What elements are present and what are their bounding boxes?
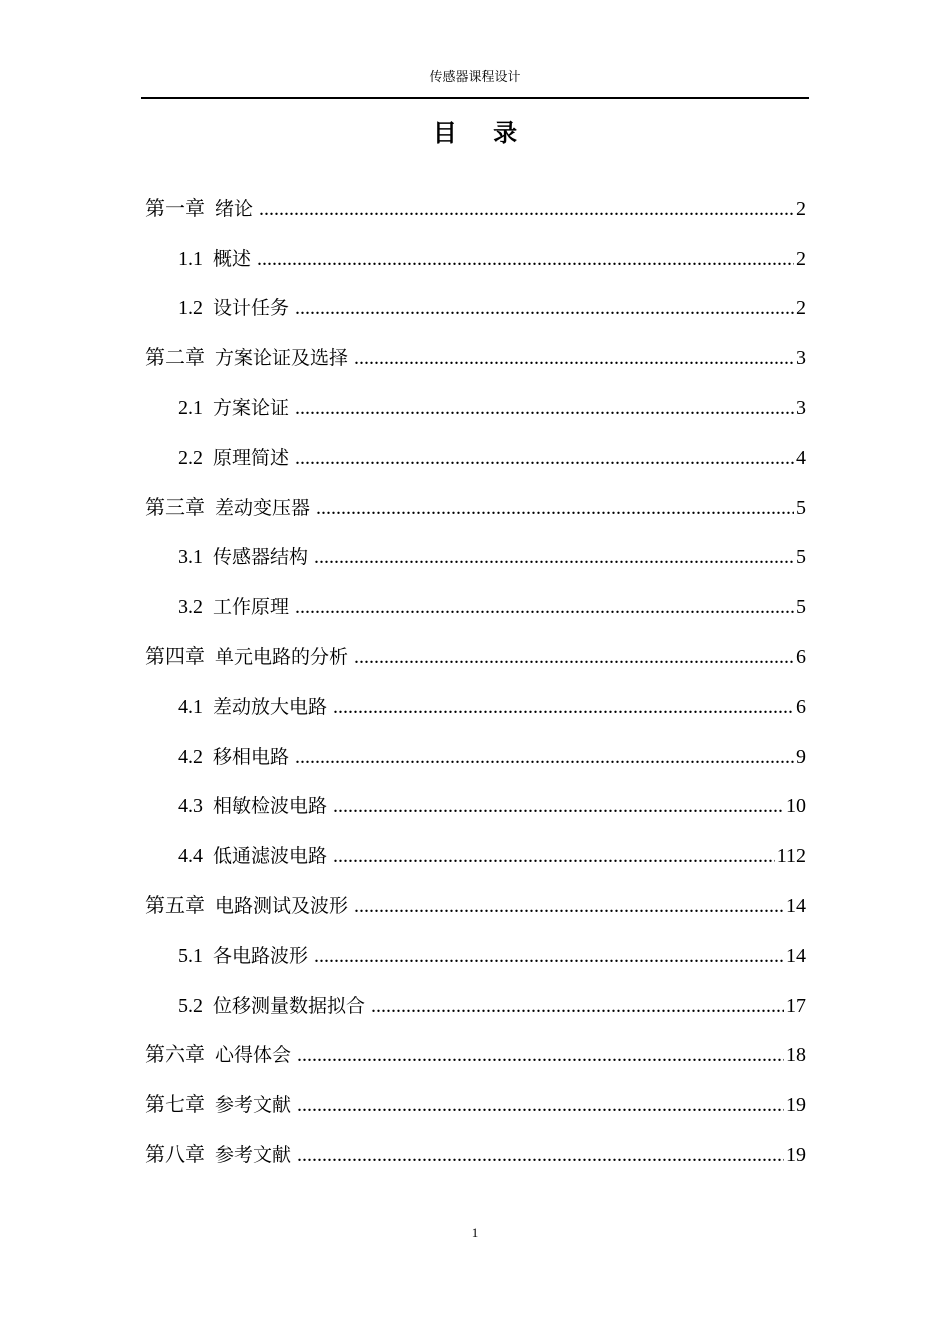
toc-entry-number: 3.1 xyxy=(178,546,203,569)
toc-entry-title: 参考文献 xyxy=(215,1144,292,1167)
toc-entry-number: 1.1 xyxy=(178,247,203,270)
toc-entry-title: 电路测试及波形 xyxy=(215,895,349,918)
toc-dot-leader xyxy=(295,290,794,326)
toc-dot-leader xyxy=(333,788,784,824)
toc-entry-title: 工作原理 xyxy=(213,596,290,619)
toc-entry-title: 移相电路 xyxy=(213,745,290,768)
toc-entry-page: 5 xyxy=(796,496,806,519)
toc-entry-number: 第四章 xyxy=(145,646,205,669)
toc-section-entry[interactable] xyxy=(145,433,806,483)
toc-dot-leader xyxy=(314,539,794,575)
toc-entry-number: 第六章 xyxy=(145,1044,205,1067)
toc-entry-title: 相敏检波电路 xyxy=(213,795,328,818)
toc-dot-leader xyxy=(316,490,794,526)
page-number: 1 xyxy=(471,1225,479,1240)
running-header: 传感器课程设计 xyxy=(429,70,521,85)
toc-entry-number: 第八章 xyxy=(145,1144,205,1167)
toc-section-entry[interactable] xyxy=(145,383,806,433)
toc-entry-title: 概述 xyxy=(213,247,252,270)
toc-entry-number: 2.2 xyxy=(178,446,203,469)
toc-entry-title: 单元电路的分析 xyxy=(215,646,349,669)
toc-entry-page: 9 xyxy=(796,745,806,768)
toc-dot-leader xyxy=(295,390,794,426)
toc-entry-page: 18 xyxy=(786,1044,806,1067)
toc-entry-page: 2 xyxy=(796,197,806,220)
toc-dot-leader xyxy=(295,589,794,625)
toc-entry-number: 第二章 xyxy=(145,347,205,370)
toc-dot-leader xyxy=(354,888,784,924)
toc-chapter-entry[interactable] xyxy=(145,632,806,682)
toc-section-entry[interactable] xyxy=(145,782,806,832)
toc-section-entry[interactable] xyxy=(145,981,806,1031)
toc-section-entry[interactable] xyxy=(145,682,806,732)
toc-entry-title: 低通滤波电路 xyxy=(213,845,328,868)
toc-entry-page: 19 xyxy=(786,1144,806,1167)
toc-entry-page: 14 xyxy=(786,944,806,967)
toc-entry-number: 4.4 xyxy=(178,845,203,868)
toc-entry-page: 6 xyxy=(796,646,806,669)
toc-entry-number: 3.2 xyxy=(178,596,203,619)
toc-title: 目 录 xyxy=(432,119,532,147)
toc-entry-number: 第三章 xyxy=(145,496,205,519)
toc-entry-page: 2 xyxy=(796,247,806,270)
toc-entry-title: 心得体会 xyxy=(215,1044,292,1067)
toc-entry-page: 10 xyxy=(786,795,806,818)
toc-entry-title: 差动放大电路 xyxy=(213,695,328,718)
toc-entry-title: 绪论 xyxy=(215,197,254,220)
table-of-contents xyxy=(145,184,806,1180)
toc-chapter-entry[interactable] xyxy=(145,1080,806,1130)
toc-entry-page: 5 xyxy=(796,546,806,569)
toc-dot-leader xyxy=(371,988,784,1024)
toc-entry-number: 第七章 xyxy=(145,1094,205,1117)
toc-chapter-entry[interactable] xyxy=(145,1130,806,1180)
toc-entry-number: 第五章 xyxy=(145,895,205,918)
toc-entry-page: 112 xyxy=(776,845,806,868)
toc-chapter-entry[interactable] xyxy=(145,333,806,383)
toc-entry-number: 4.1 xyxy=(178,695,203,718)
toc-entry-page: 19 xyxy=(786,1094,806,1117)
toc-section-entry[interactable] xyxy=(145,582,806,632)
toc-chapter-entry[interactable] xyxy=(145,184,806,234)
toc-entry-title: 各电路波形 xyxy=(213,944,309,967)
toc-dot-leader xyxy=(257,241,794,277)
toc-section-entry[interactable] xyxy=(145,284,806,334)
toc-entry-page: 4 xyxy=(796,446,806,469)
toc-dot-leader xyxy=(259,191,794,227)
toc-entry-page: 2 xyxy=(796,297,806,320)
toc-entry-number: 1.2 xyxy=(178,297,203,320)
toc-entry-title: 方案论证 xyxy=(213,397,290,420)
toc-entry-number: 第一章 xyxy=(145,197,205,220)
toc-chapter-entry[interactable] xyxy=(145,1031,806,1081)
toc-section-entry[interactable] xyxy=(145,533,806,583)
toc-entry-title: 位移测量数据拟合 xyxy=(213,994,366,1017)
toc-entry-number: 5.1 xyxy=(178,944,203,967)
header-divider xyxy=(141,97,809,99)
toc-section-entry[interactable] xyxy=(145,732,806,782)
toc-entry-number: 4.3 xyxy=(178,795,203,818)
toc-dot-leader xyxy=(354,639,794,675)
toc-entry-page: 3 xyxy=(796,347,806,370)
toc-dot-leader xyxy=(297,1137,784,1173)
toc-entry-page: 14 xyxy=(786,895,806,918)
toc-dot-leader xyxy=(333,689,794,725)
toc-dot-leader xyxy=(297,1037,784,1073)
toc-entry-title: 差动变压器 xyxy=(215,496,311,519)
toc-dot-leader xyxy=(314,938,784,974)
toc-entry-title: 传感器结构 xyxy=(213,546,309,569)
toc-entry-title: 参考文献 xyxy=(215,1094,292,1117)
toc-chapter-entry[interactable] xyxy=(145,881,806,931)
toc-dot-leader xyxy=(295,739,794,775)
toc-section-entry[interactable] xyxy=(145,931,806,981)
toc-chapter-entry[interactable] xyxy=(145,483,806,533)
toc-entry-number: 2.1 xyxy=(178,397,203,420)
toc-entry-number: 4.2 xyxy=(178,745,203,768)
toc-entry-number: 5.2 xyxy=(178,994,203,1017)
toc-entry-page: 5 xyxy=(796,596,806,619)
toc-dot-leader xyxy=(297,1087,784,1123)
toc-dot-leader xyxy=(295,440,794,476)
toc-section-entry[interactable] xyxy=(145,831,806,881)
toc-dot-leader xyxy=(354,340,794,376)
toc-entry-title: 方案论证及选择 xyxy=(215,347,349,370)
toc-section-entry[interactable] xyxy=(145,234,806,284)
toc-entry-title: 原理简述 xyxy=(213,446,290,469)
toc-entry-page: 6 xyxy=(796,695,806,718)
toc-dot-leader xyxy=(333,838,775,874)
toc-entry-page: 17 xyxy=(786,994,806,1017)
toc-entry-title: 设计任务 xyxy=(213,297,290,320)
toc-entry-page: 3 xyxy=(796,397,806,420)
